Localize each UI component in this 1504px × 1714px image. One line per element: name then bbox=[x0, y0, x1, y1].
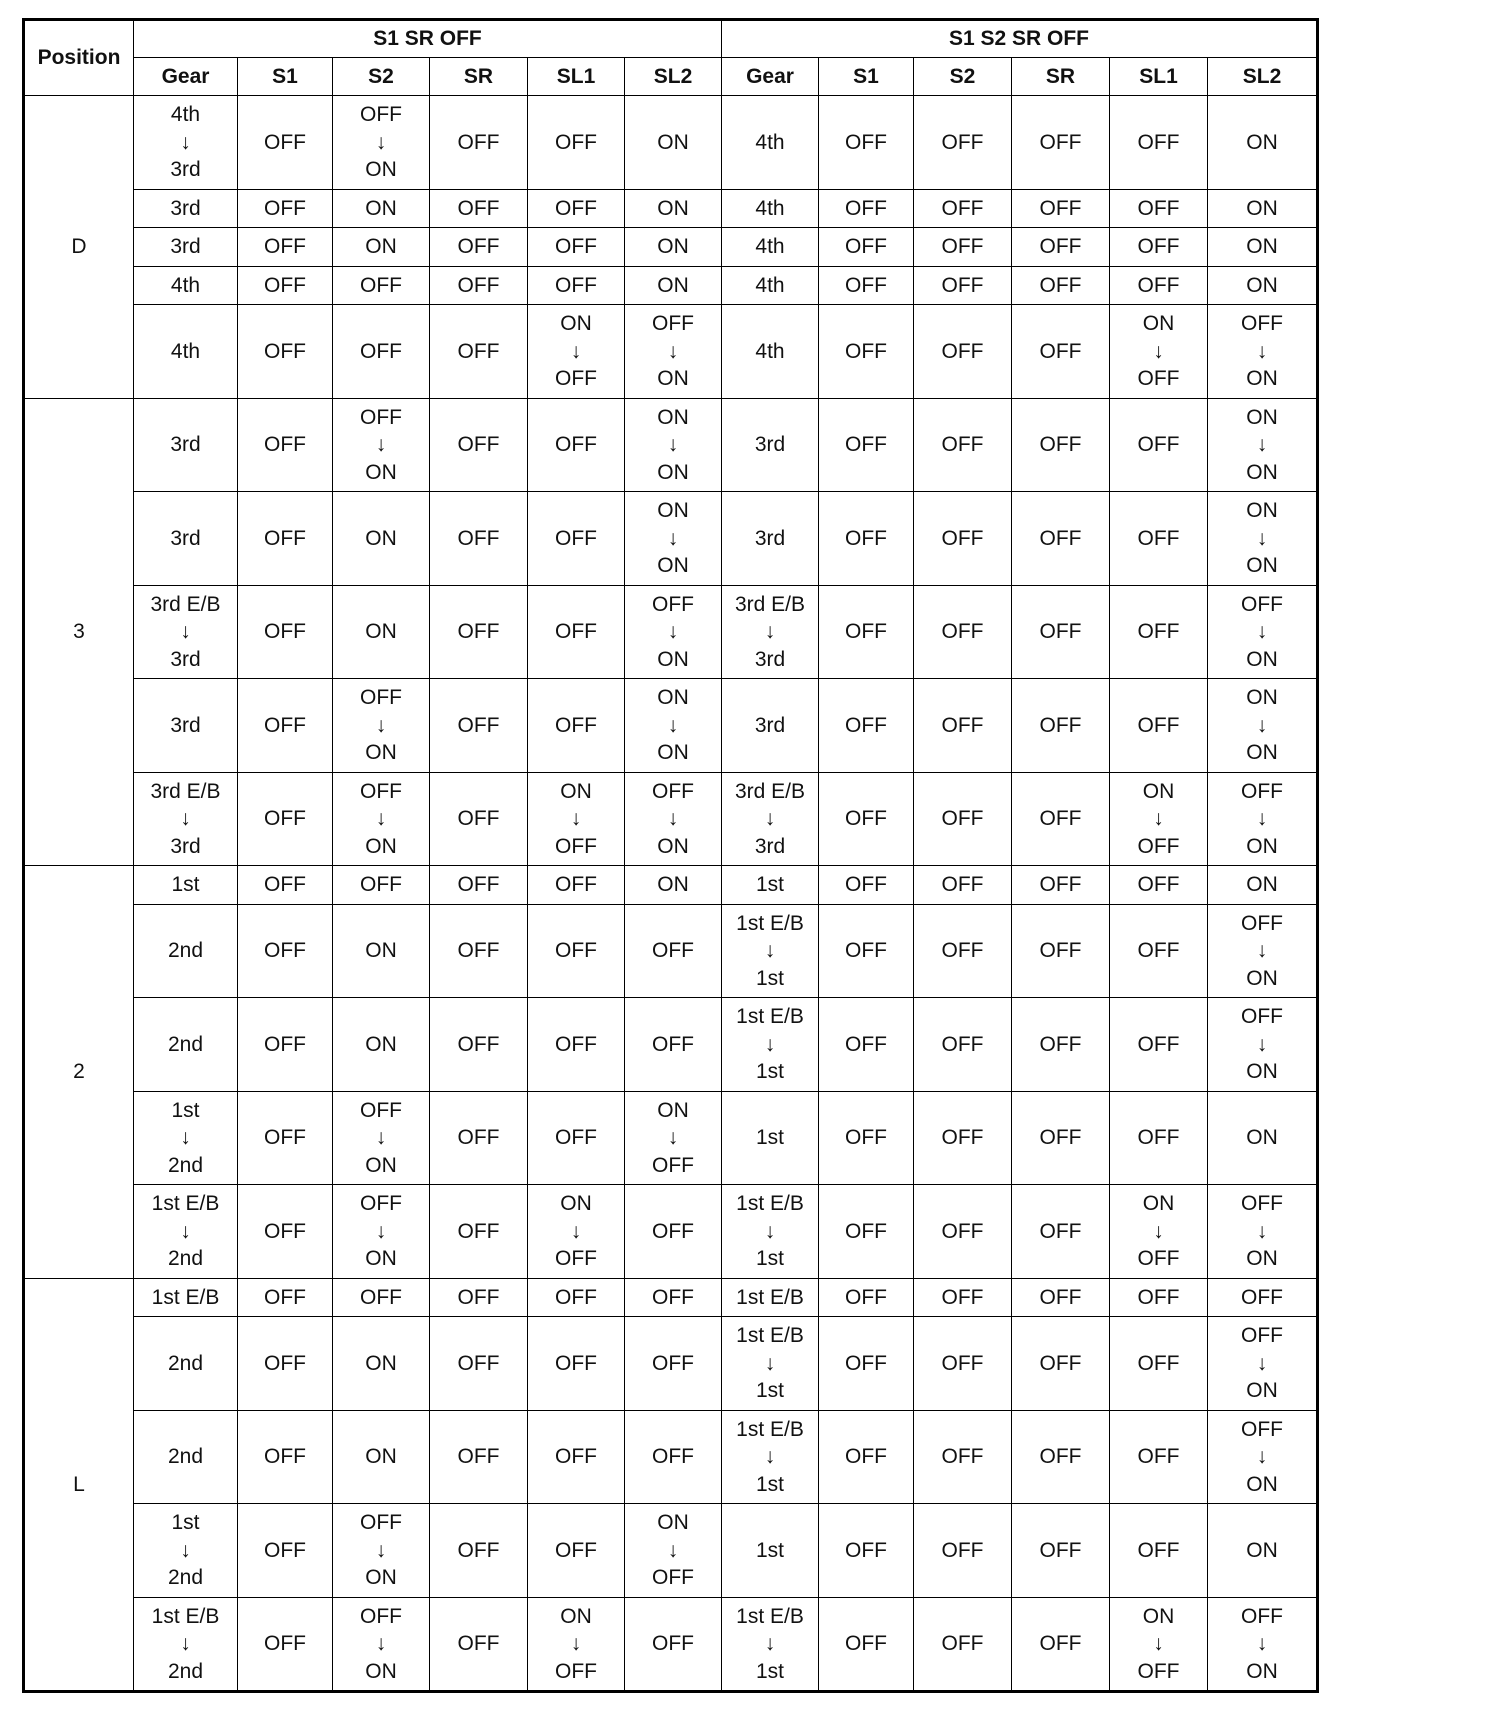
right-s1-cell: OFF bbox=[819, 228, 914, 267]
left-gear-cell: 2nd bbox=[134, 998, 238, 1092]
header-gear: Gear bbox=[722, 58, 819, 96]
left-sr-cell: OFF bbox=[430, 1410, 528, 1504]
right-s1-cell: OFF bbox=[819, 998, 914, 1092]
left-s2-cell: ON bbox=[333, 492, 430, 586]
right-sr-cell: OFF bbox=[1012, 1278, 1110, 1317]
left-sr-cell: OFF bbox=[430, 1597, 528, 1692]
right-sl2-cell: OFF bbox=[1208, 1278, 1318, 1317]
right-s2-cell: OFF bbox=[914, 96, 1012, 190]
left-gear-cell: 1st E/B ↓ 2nd bbox=[134, 1185, 238, 1279]
right-gear-cell: 1st bbox=[722, 1091, 819, 1185]
left-sl1-cell: OFF bbox=[528, 1504, 625, 1598]
right-sl2-cell: OFF ↓ ON bbox=[1208, 998, 1318, 1092]
left-sl1-cell: OFF bbox=[528, 1317, 625, 1411]
left-sr-cell: OFF bbox=[430, 1278, 528, 1317]
left-s2-cell: OFF ↓ ON bbox=[333, 1185, 430, 1279]
position-cell: D bbox=[24, 96, 134, 399]
right-sr-cell: OFF bbox=[1012, 866, 1110, 905]
left-sl2-cell: ON ↓ OFF bbox=[625, 1091, 722, 1185]
right-sr-cell: OFF bbox=[1012, 679, 1110, 773]
table-row bbox=[24, 266, 1318, 305]
table-row bbox=[24, 1278, 1318, 1317]
left-s2-cell: ON bbox=[333, 1317, 430, 1411]
right-sl2-cell: OFF ↓ ON bbox=[1208, 1185, 1318, 1279]
right-sl1-cell: OFF bbox=[1110, 1504, 1208, 1598]
right-s1-cell: OFF bbox=[819, 266, 914, 305]
left-s1-cell: OFF bbox=[238, 772, 333, 866]
right-s1-cell: OFF bbox=[819, 772, 914, 866]
header-position: Position bbox=[24, 20, 134, 96]
right-sl2-cell: OFF ↓ ON bbox=[1208, 1410, 1318, 1504]
right-sl2-cell: ON bbox=[1208, 866, 1318, 905]
right-sr-cell: OFF bbox=[1012, 1317, 1110, 1411]
left-sr-cell: OFF bbox=[430, 398, 528, 492]
left-s1-cell: OFF bbox=[238, 866, 333, 905]
right-gear-cell: 3rd bbox=[722, 492, 819, 586]
left-gear-cell: 1st E/B ↓ 2nd bbox=[134, 1597, 238, 1692]
left-s1-cell: OFF bbox=[238, 305, 333, 399]
left-gear-cell: 4th ↓ 3rd bbox=[134, 96, 238, 190]
left-sl1-cell: OFF bbox=[528, 96, 625, 190]
left-gear-cell: 3rd E/B ↓ 3rd bbox=[134, 585, 238, 679]
right-sr-cell: OFF bbox=[1012, 1091, 1110, 1185]
right-gear-cell: 3rd bbox=[722, 398, 819, 492]
left-s1-cell: OFF bbox=[238, 1597, 333, 1692]
table-row bbox=[24, 96, 1318, 190]
right-s1-cell: OFF bbox=[819, 1597, 914, 1692]
left-sl1-cell: OFF bbox=[528, 492, 625, 586]
left-s1-cell: OFF bbox=[238, 1504, 333, 1598]
left-sl2-cell: OFF bbox=[625, 1278, 722, 1317]
right-sr-cell: OFF bbox=[1012, 585, 1110, 679]
table-row bbox=[24, 904, 1318, 998]
left-sl2-cell: ON bbox=[625, 228, 722, 267]
right-sl1-cell: ON ↓ OFF bbox=[1110, 772, 1208, 866]
table-row bbox=[24, 772, 1318, 866]
right-sr-cell: OFF bbox=[1012, 189, 1110, 228]
right-sl2-cell: OFF ↓ ON bbox=[1208, 305, 1318, 399]
left-sl2-cell: OFF ↓ ON bbox=[625, 305, 722, 399]
right-sr-cell: OFF bbox=[1012, 772, 1110, 866]
solenoid-table bbox=[22, 18, 1319, 1693]
right-s1-cell: OFF bbox=[819, 1091, 914, 1185]
right-gear-cell: 1st bbox=[722, 866, 819, 905]
right-sr-cell: OFF bbox=[1012, 492, 1110, 586]
right-gear-cell: 4th bbox=[722, 305, 819, 399]
right-sl2-cell: OFF ↓ ON bbox=[1208, 904, 1318, 998]
left-gear-cell: 3rd E/B ↓ 3rd bbox=[134, 772, 238, 866]
right-sl1-cell: OFF bbox=[1110, 1317, 1208, 1411]
right-sl1-cell: OFF bbox=[1110, 266, 1208, 305]
left-gear-cell: 3rd bbox=[134, 189, 238, 228]
left-gear-cell: 4th bbox=[134, 305, 238, 399]
right-s2-cell: OFF bbox=[914, 904, 1012, 998]
right-s2-cell: OFF bbox=[914, 1091, 1012, 1185]
left-sr-cell: OFF bbox=[430, 772, 528, 866]
right-sr-cell: OFF bbox=[1012, 1597, 1110, 1692]
left-gear-cell: 1st ↓ 2nd bbox=[134, 1504, 238, 1598]
right-sr-cell: OFF bbox=[1012, 1410, 1110, 1504]
header-s1: S1 bbox=[819, 58, 914, 96]
left-sr-cell: OFF bbox=[430, 266, 528, 305]
left-gear-cell: 3rd bbox=[134, 398, 238, 492]
left-gear-cell: 3rd bbox=[134, 679, 238, 773]
right-sl1-cell: OFF bbox=[1110, 492, 1208, 586]
right-gear-cell: 1st E/B ↓ 1st bbox=[722, 1185, 819, 1279]
left-sr-cell: OFF bbox=[430, 585, 528, 679]
right-sl2-cell: ON ↓ ON bbox=[1208, 679, 1318, 773]
left-s1-cell: OFF bbox=[238, 585, 333, 679]
table-row bbox=[24, 1504, 1318, 1598]
table-row bbox=[24, 398, 1318, 492]
right-sl1-cell: OFF bbox=[1110, 189, 1208, 228]
table-row bbox=[24, 585, 1318, 679]
right-gear-cell: 1st E/B ↓ 1st bbox=[722, 1410, 819, 1504]
right-s1-cell: OFF bbox=[819, 96, 914, 190]
left-s2-cell: OFF ↓ ON bbox=[333, 1504, 430, 1598]
left-gear-cell: 2nd bbox=[134, 904, 238, 998]
right-s2-cell: OFF bbox=[914, 492, 1012, 586]
left-s2-cell: OFF ↓ ON bbox=[333, 96, 430, 190]
right-gear-cell: 1st E/B bbox=[722, 1278, 819, 1317]
left-gear-cell: 1st ↓ 2nd bbox=[134, 1091, 238, 1185]
right-gear-cell: 1st E/B ↓ 1st bbox=[722, 998, 819, 1092]
right-sl1-cell: ON ↓ OFF bbox=[1110, 1185, 1208, 1279]
right-s2-cell: OFF bbox=[914, 1504, 1012, 1598]
right-s2-cell: OFF bbox=[914, 189, 1012, 228]
right-s2-cell: OFF bbox=[914, 305, 1012, 399]
table-body bbox=[24, 96, 1318, 1692]
left-s1-cell: OFF bbox=[238, 398, 333, 492]
right-gear-cell: 4th bbox=[722, 266, 819, 305]
left-sl1-cell: ON ↓ OFF bbox=[528, 1185, 625, 1279]
left-s2-cell: OFF bbox=[333, 1278, 430, 1317]
left-s2-cell: OFF ↓ ON bbox=[333, 772, 430, 866]
left-s2-cell: OFF bbox=[333, 266, 430, 305]
header-sl2: SL2 bbox=[1208, 58, 1318, 96]
left-sl2-cell: ON bbox=[625, 96, 722, 190]
right-sl2-cell: ON bbox=[1208, 189, 1318, 228]
right-gear-cell: 4th bbox=[722, 189, 819, 228]
header-sr: SR bbox=[430, 58, 528, 96]
right-s2-cell: OFF bbox=[914, 585, 1012, 679]
left-gear-cell: 3rd bbox=[134, 492, 238, 586]
right-s2-cell: OFF bbox=[914, 1317, 1012, 1411]
left-s2-cell: ON bbox=[333, 1410, 430, 1504]
table-row bbox=[24, 1317, 1318, 1411]
position-cell: 3 bbox=[24, 398, 134, 866]
table-row bbox=[24, 492, 1318, 586]
right-sr-cell: OFF bbox=[1012, 228, 1110, 267]
table-row bbox=[24, 866, 1318, 905]
header-s2: S2 bbox=[914, 58, 1012, 96]
left-s1-cell: OFF bbox=[238, 1091, 333, 1185]
left-sl1-cell: ON ↓ OFF bbox=[528, 772, 625, 866]
left-gear-cell: 2nd bbox=[134, 1410, 238, 1504]
right-sr-cell: OFF bbox=[1012, 1504, 1110, 1598]
right-sl1-cell: OFF bbox=[1110, 904, 1208, 998]
right-s2-cell: OFF bbox=[914, 1597, 1012, 1692]
left-gear-cell: 2nd bbox=[134, 1317, 238, 1411]
left-sl1-cell: OFF bbox=[528, 679, 625, 773]
right-gear-cell: 3rd bbox=[722, 679, 819, 773]
table-row bbox=[24, 1597, 1318, 1692]
right-s1-cell: OFF bbox=[819, 1185, 914, 1279]
right-sl1-cell: OFF bbox=[1110, 96, 1208, 190]
right-s1-cell: OFF bbox=[819, 398, 914, 492]
left-s1-cell: OFF bbox=[238, 228, 333, 267]
right-gear-cell: 1st bbox=[722, 1504, 819, 1598]
header-sr: SR bbox=[1012, 58, 1110, 96]
left-s1-cell: OFF bbox=[238, 998, 333, 1092]
right-sl1-cell: OFF bbox=[1110, 585, 1208, 679]
header-s1: S1 bbox=[238, 58, 333, 96]
header-row-groups bbox=[24, 20, 1318, 58]
left-s2-cell: OFF ↓ ON bbox=[333, 679, 430, 773]
right-sl1-cell: OFF bbox=[1110, 1091, 1208, 1185]
table-row bbox=[24, 1185, 1318, 1279]
right-sl2-cell: ON bbox=[1208, 1091, 1318, 1185]
right-s2-cell: OFF bbox=[914, 772, 1012, 866]
right-sl1-cell: OFF bbox=[1110, 866, 1208, 905]
right-sl1-cell: OFF bbox=[1110, 1278, 1208, 1317]
right-sl2-cell: OFF ↓ ON bbox=[1208, 585, 1318, 679]
right-sr-cell: OFF bbox=[1012, 266, 1110, 305]
header-row-columns bbox=[24, 58, 1318, 96]
left-sl2-cell: OFF bbox=[625, 998, 722, 1092]
left-sr-cell: OFF bbox=[430, 96, 528, 190]
right-sl1-cell: OFF bbox=[1110, 1410, 1208, 1504]
right-sl1-cell: OFF bbox=[1110, 228, 1208, 267]
left-s1-cell: OFF bbox=[238, 904, 333, 998]
right-sr-cell: OFF bbox=[1012, 398, 1110, 492]
left-s2-cell: OFF ↓ ON bbox=[333, 1091, 430, 1185]
table-row bbox=[24, 1091, 1318, 1185]
left-gear-cell: 4th bbox=[134, 266, 238, 305]
left-sl2-cell: OFF bbox=[625, 1410, 722, 1504]
left-sr-cell: OFF bbox=[430, 189, 528, 228]
right-s1-cell: OFF bbox=[819, 492, 914, 586]
right-gear-cell: 3rd E/B ↓ 3rd bbox=[722, 585, 819, 679]
right-s2-cell: OFF bbox=[914, 398, 1012, 492]
left-sr-cell: OFF bbox=[430, 679, 528, 773]
table-row bbox=[24, 1410, 1318, 1504]
right-sl1-cell: ON ↓ OFF bbox=[1110, 1597, 1208, 1692]
right-gear-cell: 4th bbox=[722, 228, 819, 267]
left-sl2-cell: OFF bbox=[625, 1597, 722, 1692]
left-sl1-cell: OFF bbox=[528, 228, 625, 267]
left-sr-cell: OFF bbox=[430, 904, 528, 998]
left-sl1-cell: OFF bbox=[528, 1278, 625, 1317]
left-sl1-cell: ON ↓ OFF bbox=[528, 305, 625, 399]
table-row bbox=[24, 305, 1318, 399]
left-sl1-cell: OFF bbox=[528, 866, 625, 905]
left-s1-cell: OFF bbox=[238, 1278, 333, 1317]
header-gear: Gear bbox=[134, 58, 238, 96]
right-gear-cell: 1st E/B ↓ 1st bbox=[722, 1317, 819, 1411]
left-s1-cell: OFF bbox=[238, 189, 333, 228]
right-sl2-cell: ON ↓ ON bbox=[1208, 398, 1318, 492]
right-s2-cell: OFF bbox=[914, 679, 1012, 773]
right-s2-cell: OFF bbox=[914, 228, 1012, 267]
right-gear-cell: 1st E/B ↓ 1st bbox=[722, 904, 819, 998]
right-s1-cell: OFF bbox=[819, 305, 914, 399]
left-s1-cell: OFF bbox=[238, 492, 333, 586]
right-s2-cell: OFF bbox=[914, 866, 1012, 905]
right-gear-cell: 3rd E/B ↓ 3rd bbox=[722, 772, 819, 866]
left-sl1-cell: ON ↓ OFF bbox=[528, 1597, 625, 1692]
right-sl1-cell: ON ↓ OFF bbox=[1110, 305, 1208, 399]
table-row bbox=[24, 189, 1318, 228]
left-sr-cell: OFF bbox=[430, 228, 528, 267]
left-s2-cell: ON bbox=[333, 904, 430, 998]
header-s2: S2 bbox=[333, 58, 430, 96]
left-sl1-cell: OFF bbox=[528, 585, 625, 679]
left-sl1-cell: OFF bbox=[528, 398, 625, 492]
right-s1-cell: OFF bbox=[819, 866, 914, 905]
position-cell: L bbox=[24, 1278, 134, 1692]
right-s1-cell: OFF bbox=[819, 904, 914, 998]
left-sr-cell: OFF bbox=[430, 305, 528, 399]
left-s2-cell: OFF ↓ ON bbox=[333, 398, 430, 492]
right-s1-cell: OFF bbox=[819, 679, 914, 773]
header-group-s1-s2-sr-off: S1 S2 SR OFF bbox=[722, 20, 1318, 58]
left-gear-cell: 1st bbox=[134, 866, 238, 905]
right-sl2-cell: ON bbox=[1208, 266, 1318, 305]
right-sl2-cell: ON bbox=[1208, 228, 1318, 267]
left-s1-cell: OFF bbox=[238, 1185, 333, 1279]
right-sl2-cell: OFF ↓ ON bbox=[1208, 772, 1318, 866]
left-s1-cell: OFF bbox=[238, 96, 333, 190]
right-s1-cell: OFF bbox=[819, 189, 914, 228]
left-sl2-cell: OFF bbox=[625, 1317, 722, 1411]
table-row bbox=[24, 679, 1318, 773]
left-sl2-cell: ON bbox=[625, 266, 722, 305]
left-s2-cell: ON bbox=[333, 228, 430, 267]
left-sl2-cell: ON bbox=[625, 189, 722, 228]
header-sl1: SL1 bbox=[528, 58, 625, 96]
right-s1-cell: OFF bbox=[819, 1278, 914, 1317]
right-s2-cell: OFF bbox=[914, 266, 1012, 305]
left-sr-cell: OFF bbox=[430, 1091, 528, 1185]
right-sl2-cell: ON bbox=[1208, 1504, 1318, 1598]
left-sl2-cell: ON ↓ ON bbox=[625, 679, 722, 773]
left-s2-cell: ON bbox=[333, 998, 430, 1092]
right-gear-cell: 4th bbox=[722, 96, 819, 190]
right-sl2-cell: ON bbox=[1208, 96, 1318, 190]
right-s2-cell: OFF bbox=[914, 1278, 1012, 1317]
left-s2-cell: OFF ↓ ON bbox=[333, 1597, 430, 1692]
left-s2-cell: ON bbox=[333, 585, 430, 679]
right-s2-cell: OFF bbox=[914, 998, 1012, 1092]
right-sl2-cell: OFF ↓ ON bbox=[1208, 1317, 1318, 1411]
right-sl2-cell: OFF ↓ ON bbox=[1208, 1597, 1318, 1692]
left-s1-cell: OFF bbox=[238, 1410, 333, 1504]
right-sr-cell: OFF bbox=[1012, 904, 1110, 998]
right-sl1-cell: OFF bbox=[1110, 679, 1208, 773]
left-sl2-cell: OFF bbox=[625, 1185, 722, 1279]
right-sr-cell: OFF bbox=[1012, 1185, 1110, 1279]
left-sl1-cell: OFF bbox=[528, 189, 625, 228]
left-sl2-cell: ON ↓ ON bbox=[625, 492, 722, 586]
left-sl1-cell: OFF bbox=[528, 1410, 625, 1504]
table-row bbox=[24, 998, 1318, 1092]
left-sr-cell: OFF bbox=[430, 1185, 528, 1279]
right-sr-cell: OFF bbox=[1012, 96, 1110, 190]
right-sl1-cell: OFF bbox=[1110, 998, 1208, 1092]
left-sl2-cell: OFF bbox=[625, 904, 722, 998]
left-sr-cell: OFF bbox=[430, 1504, 528, 1598]
left-sr-cell: OFF bbox=[430, 998, 528, 1092]
header-group-s1-sr-off: S1 SR OFF bbox=[134, 20, 722, 58]
left-s1-cell: OFF bbox=[238, 1317, 333, 1411]
right-gear-cell: 1st E/B ↓ 1st bbox=[722, 1597, 819, 1692]
left-s2-cell: OFF bbox=[333, 866, 430, 905]
right-sr-cell: OFF bbox=[1012, 998, 1110, 1092]
header-sl1: SL1 bbox=[1110, 58, 1208, 96]
right-sl2-cell: ON ↓ ON bbox=[1208, 492, 1318, 586]
left-s1-cell: OFF bbox=[238, 679, 333, 773]
left-gear-cell: 3rd bbox=[134, 228, 238, 267]
left-sr-cell: OFF bbox=[430, 492, 528, 586]
table-row bbox=[24, 228, 1318, 267]
left-sr-cell: OFF bbox=[430, 1317, 528, 1411]
header-sl2: SL2 bbox=[625, 58, 722, 96]
left-sl1-cell: OFF bbox=[528, 904, 625, 998]
left-gear-cell: 1st E/B bbox=[134, 1278, 238, 1317]
left-sl1-cell: OFF bbox=[528, 1091, 625, 1185]
position-cell: 2 bbox=[24, 866, 134, 1279]
left-sl2-cell: ON bbox=[625, 866, 722, 905]
right-s2-cell: OFF bbox=[914, 1185, 1012, 1279]
right-s2-cell: OFF bbox=[914, 1410, 1012, 1504]
left-sl1-cell: OFF bbox=[528, 266, 625, 305]
left-sl2-cell: ON ↓ ON bbox=[625, 398, 722, 492]
right-s1-cell: OFF bbox=[819, 585, 914, 679]
left-sl1-cell: OFF bbox=[528, 998, 625, 1092]
left-sr-cell: OFF bbox=[430, 866, 528, 905]
right-s1-cell: OFF bbox=[819, 1317, 914, 1411]
right-s1-cell: OFF bbox=[819, 1410, 914, 1504]
left-s2-cell: OFF bbox=[333, 305, 430, 399]
left-s1-cell: OFF bbox=[238, 266, 333, 305]
right-s1-cell: OFF bbox=[819, 1504, 914, 1598]
left-s2-cell: ON bbox=[333, 189, 430, 228]
right-sl1-cell: OFF bbox=[1110, 398, 1208, 492]
left-sl2-cell: ON ↓ OFF bbox=[625, 1504, 722, 1598]
left-sl2-cell: OFF ↓ ON bbox=[625, 772, 722, 866]
left-sl2-cell: OFF ↓ ON bbox=[625, 585, 722, 679]
right-sr-cell: OFF bbox=[1012, 305, 1110, 399]
